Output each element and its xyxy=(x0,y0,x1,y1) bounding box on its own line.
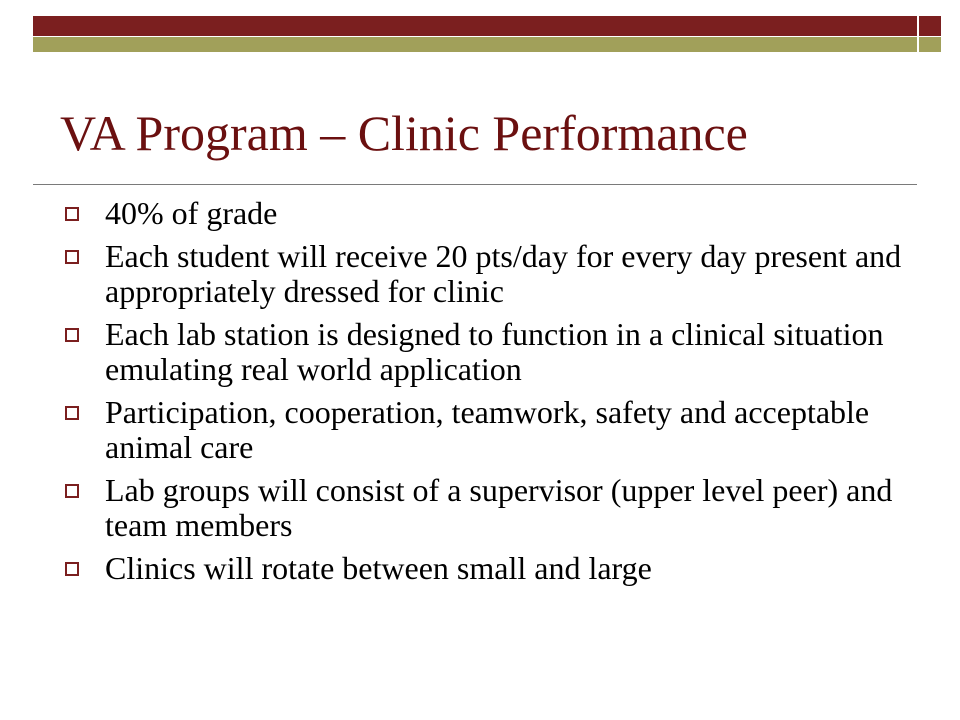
hollow-square-icon xyxy=(65,484,79,498)
slide-title: VA Program – Clinic Performance xyxy=(60,105,748,161)
bullet-text: 40% of grade xyxy=(105,195,278,231)
bullet-list xyxy=(65,196,905,594)
decorative-olive-bar xyxy=(33,37,917,52)
bullet-item xyxy=(65,317,905,387)
bullet-text: Participation, cooperation, teamwork, safety and acceptable animal care xyxy=(105,394,870,465)
hollow-square-icon xyxy=(65,328,79,342)
hollow-square-icon xyxy=(65,250,79,264)
title-divider xyxy=(33,184,917,185)
decorative-olive-bar-corner xyxy=(919,37,941,52)
decorative-top-bar-corner xyxy=(919,16,941,36)
bullet-item xyxy=(65,551,905,586)
bullet-text: Each student will receive 20 pts/day for every day present and appropriately dressed for clinic xyxy=(105,238,902,309)
bullet-text: Clinics will rotate between small and large xyxy=(105,550,652,586)
bullet-item xyxy=(65,395,905,465)
bullet-item xyxy=(65,473,905,543)
bullet-text: Lab groups will consist of a supervisor (upper level peer) and team members xyxy=(105,472,893,543)
bullet-item xyxy=(65,196,905,231)
bullet-item xyxy=(65,239,905,309)
bullet-text: Each lab station is designed to function in a clinical situation emulating real world application xyxy=(105,316,884,387)
hollow-square-icon xyxy=(65,562,79,576)
hollow-square-icon xyxy=(65,406,79,420)
hollow-square-icon xyxy=(65,207,79,221)
decorative-top-bar xyxy=(33,16,917,36)
